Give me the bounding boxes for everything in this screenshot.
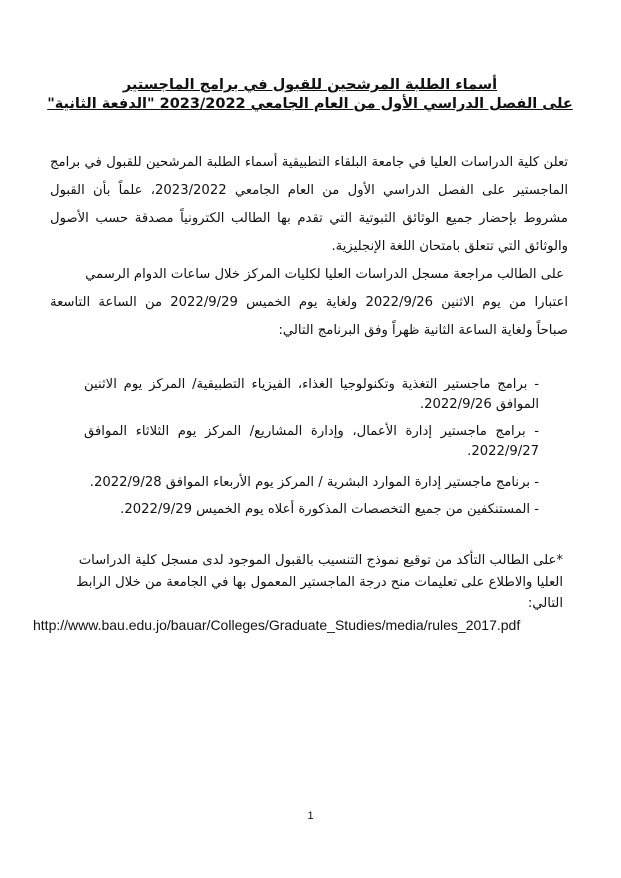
- document-title-line-1: أسماء الطلبة المرشحين للقبول في برامج الماجستير: [122, 77, 498, 93]
- document-title-line-2: على الفصل الدراسي الأول من العام الجامعي 2023/2022 "الدفعة الثانية": [47, 96, 573, 112]
- note-line: التالي:: [527, 596, 563, 611]
- intro-paragraph-line: والوثائق التي تتعلق بامتحان اللغة الإنجليزية.: [331, 239, 568, 254]
- schedule-item: - برامج ماجستير إدارة الأعمال، وإدارة المشاريع/ المركز يوم الثلاثاء الموافق: [84, 424, 539, 439]
- review-paragraph-line: اعتبارا من يوم الاثنين 2022/9/26 ولغاية يوم الخميس 2022/9/29 من الساعة التاسعة: [50, 295, 568, 310]
- schedule-item-continuation: الموافق 2022/9/26.: [419, 397, 539, 412]
- intro-paragraph-line: تعلن كلية الدراسات العليا في جامعة البلقاء التطبيقية أسماء الطلبة المرشحين للقبول في برامج: [50, 155, 568, 170]
- intro-paragraph-line: الماجستير على الفصل الدراسي الأول من العام الجامعي 2023/2022، علماً بأن القبول: [50, 183, 568, 198]
- intro-paragraph-line: مشروط بإحضار جميع الوثائق الثبوتية التي تقدم بها الطالب الكترونياً مصدقة حسب الأصول: [50, 211, 568, 226]
- note-line: *على الطالب التأكد من توقيع نموذج التنسيب بالقبول الموجود لدى مسجل كلية الدراسات: [78, 553, 563, 568]
- schedule-item-continuation: 2022/9/27.: [467, 444, 539, 459]
- rules-link[interactable]: http://www.bau.edu.jo/bauar/Colleges/Graduate_Studies/media/rules_2017.pdf: [33, 617, 521, 633]
- schedule-item: - برامج ماجستير التغذية وتكنولوجيا الغذاء، الفيزياء التطبيقية/ المركز يوم الاثنين: [84, 377, 539, 392]
- review-paragraph-line: على الطالب مراجعة مسجل الدراسات العليا لكليات المركز خلال ساعات الدوام الرسمي: [85, 267, 564, 282]
- schedule-item: - المستنكفين من جميع التخصصات المذكورة أعلاه يوم الخميس 2022/9/29.: [120, 502, 539, 517]
- note-line: العليا والاطلاع على تعليمات منح درجة الماجستير المعمول بها في الجامعة من خلال الرابط: [76, 575, 563, 590]
- review-paragraph-line: صباحاً ولغاية الساعة الثانية ظهراً وفق البرنامج التالي:: [278, 323, 568, 338]
- page-number: 1: [307, 810, 314, 822]
- schedule-item: - برنامج ماجستير إدارة الموارد البشرية / المركز يوم الأربعاء الموافق 2022/9/28.: [89, 475, 539, 490]
